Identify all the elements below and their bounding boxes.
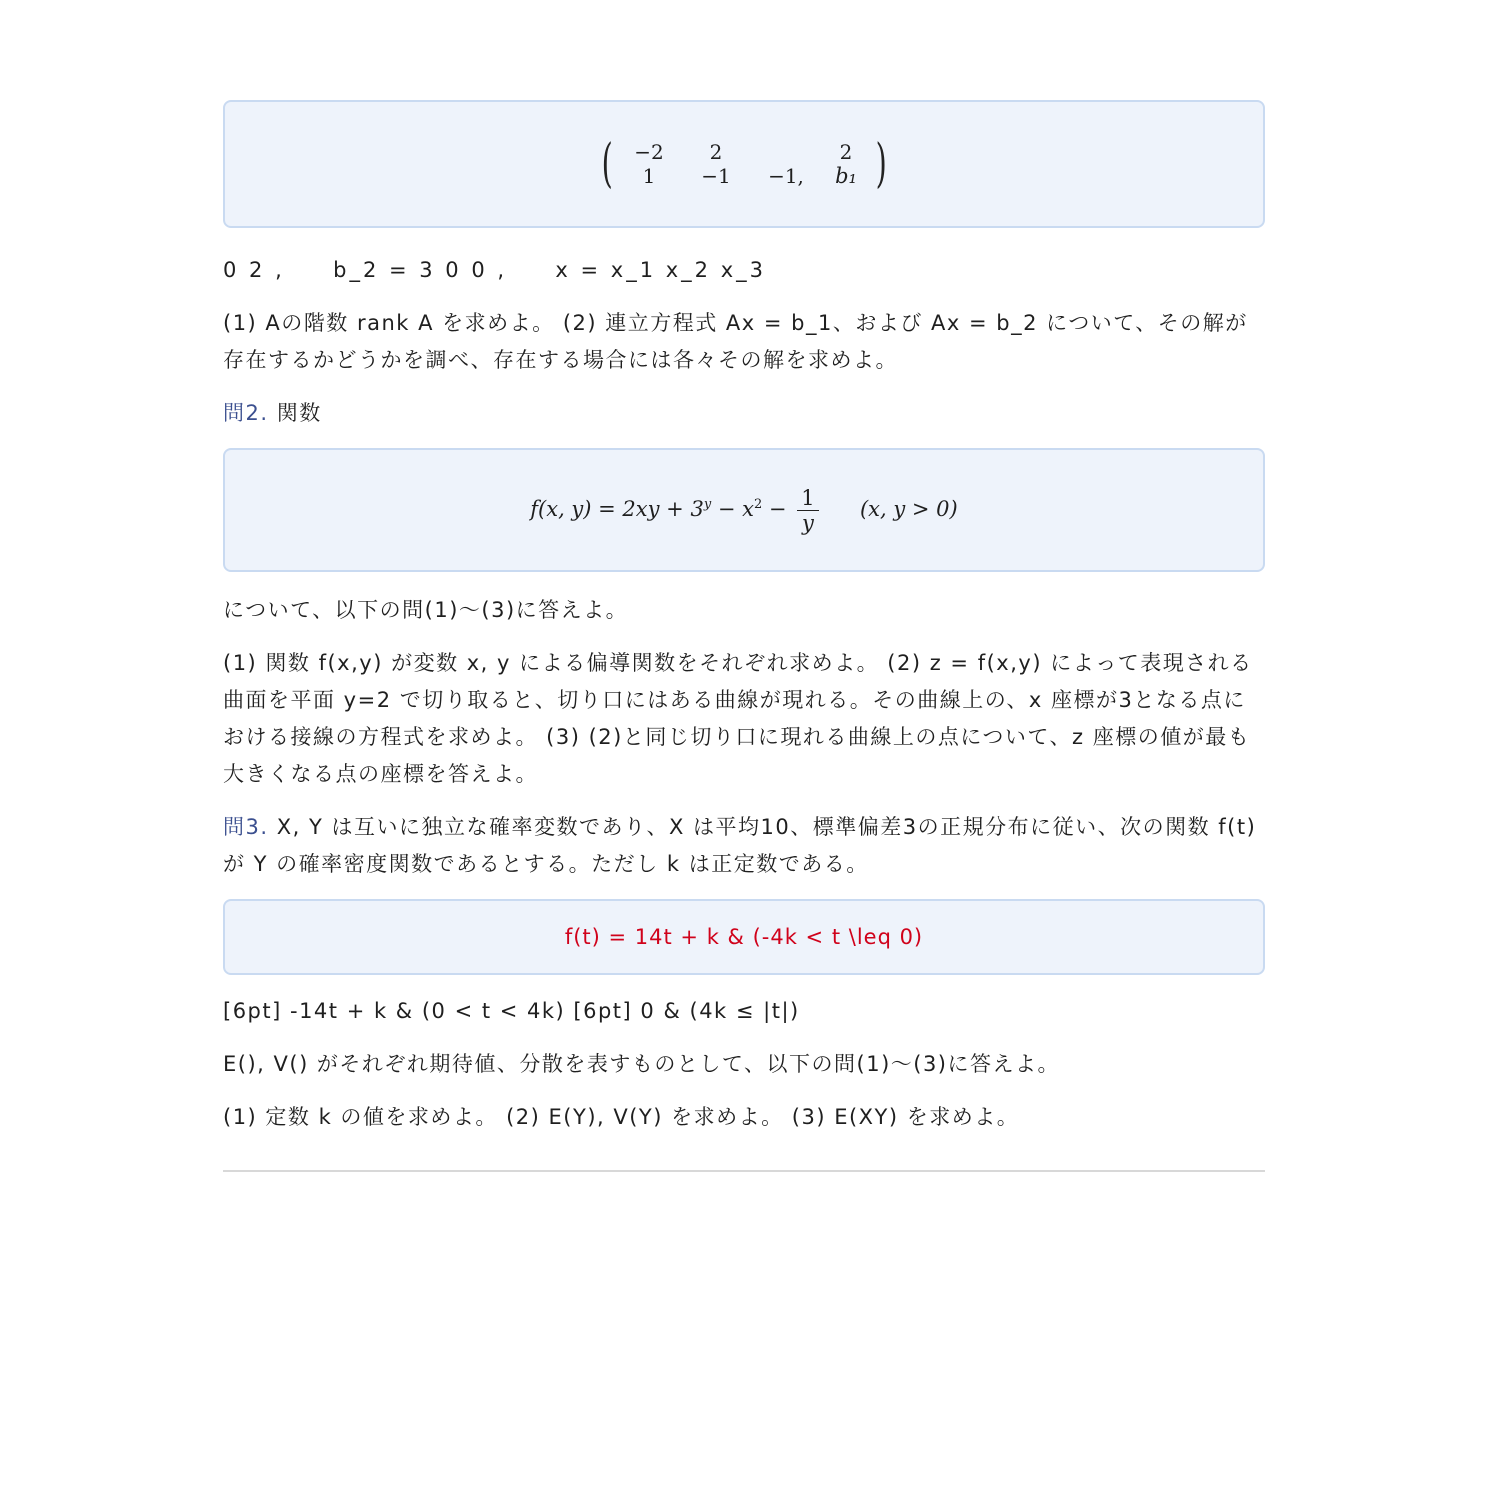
q3-follow: E(), V() がそれぞれ期待値、分散を表すものとして、以下の問(1)〜(3)に答えよ。 xyxy=(223,1052,1061,1076)
matrix-cell: 2 xyxy=(709,140,723,164)
q3-tasks: (1) 定数 k の値を求めよ。 (2) E(Y), V(Y) を求めよ。 (3) E(XY) を求めよ。 xyxy=(223,1105,1020,1129)
matrix-grid xyxy=(617,140,871,188)
matrix-cell: 1 xyxy=(642,164,656,188)
formula-exp-2: 2 xyxy=(753,496,763,512)
matrix-cell: −1, xyxy=(768,164,804,188)
matrix-cell: −1 xyxy=(701,164,731,188)
q3-intro: X, Y は互いに独立な確率変数であり、X は平均10、標準偏差3の正規分布に従い、次の関数 f(t) が Y の確率密度関数であるとする。ただし k は正定数である。 xyxy=(223,815,1257,876)
divider xyxy=(223,1170,1265,1172)
piecewise-remainder: [6pt] -14t + k & (0 < t < 4k) [6pt] 0 & (4k ≤ |t|) xyxy=(223,999,800,1023)
pdf-formula-display xyxy=(223,899,1265,975)
q2-tasks: (1) 関数 f(x,y) が変数 x, y による偏導関数をそれぞれ求めよ。 (2) z = f(x,y) によって表現される曲面を平面 y=2 で切り取ると、切り口にはある曲線が現れる。その曲線上の、x 座標が3となる点における接線の方程式を求めよ。 (3) (2)と同じ切り口に現れる曲線上の点について、z 座標の値が最も大きくなる点の座標を答えよ。 xyxy=(223,651,1253,786)
q2-follow: について、以下の問(1)〜(3)に答えよ。 xyxy=(223,598,629,622)
formula-condition: (x, y > 0) xyxy=(859,496,958,521)
right-paren: ) xyxy=(875,134,887,194)
formula-fraction xyxy=(797,486,818,535)
q1-tasks: (1) Aの階数 rank A を求めよ。 (2) 連立方程式 Ax = b_1、および Ax = b_2 について、その解が存在するかどうかを調べ、存在する場合には各々その解を求めよ。 xyxy=(223,311,1248,372)
q3-intro-paragraph xyxy=(223,809,1265,883)
fraction-numerator: 1 xyxy=(797,486,818,511)
matrix-cell: −2 xyxy=(634,140,664,164)
matrix-cell xyxy=(751,140,821,164)
function-formula xyxy=(530,486,957,535)
q2-label: 問2. xyxy=(223,401,269,425)
function-formula-display xyxy=(223,448,1265,572)
fraction-denominator: y xyxy=(801,510,814,535)
q3-label: 問3. xyxy=(223,815,269,839)
left-paren: ( xyxy=(601,134,613,194)
matrix-display xyxy=(223,100,1265,228)
matrix-cell: 2 xyxy=(839,140,853,164)
matrix xyxy=(597,134,892,194)
q2-heading-line xyxy=(223,395,1265,432)
document-page xyxy=(223,100,1265,1172)
formula-render-error: f(t) = 14t + k & (-4k < t \leq 0) xyxy=(564,925,924,949)
formula-minus: − xyxy=(762,496,794,521)
formula-lhs: f(x, y) = 2xy + 3 xyxy=(530,496,704,521)
formula-mid: − x xyxy=(711,496,754,521)
matrix-cell: b₁ xyxy=(835,164,857,188)
b2-definition-line: 0 2 , b_2 = 3 0 0 , x = x_1 x_2 x_3 xyxy=(223,258,767,282)
q2-intro: 関数 xyxy=(276,401,322,425)
formula-exp-y: y xyxy=(703,496,712,512)
